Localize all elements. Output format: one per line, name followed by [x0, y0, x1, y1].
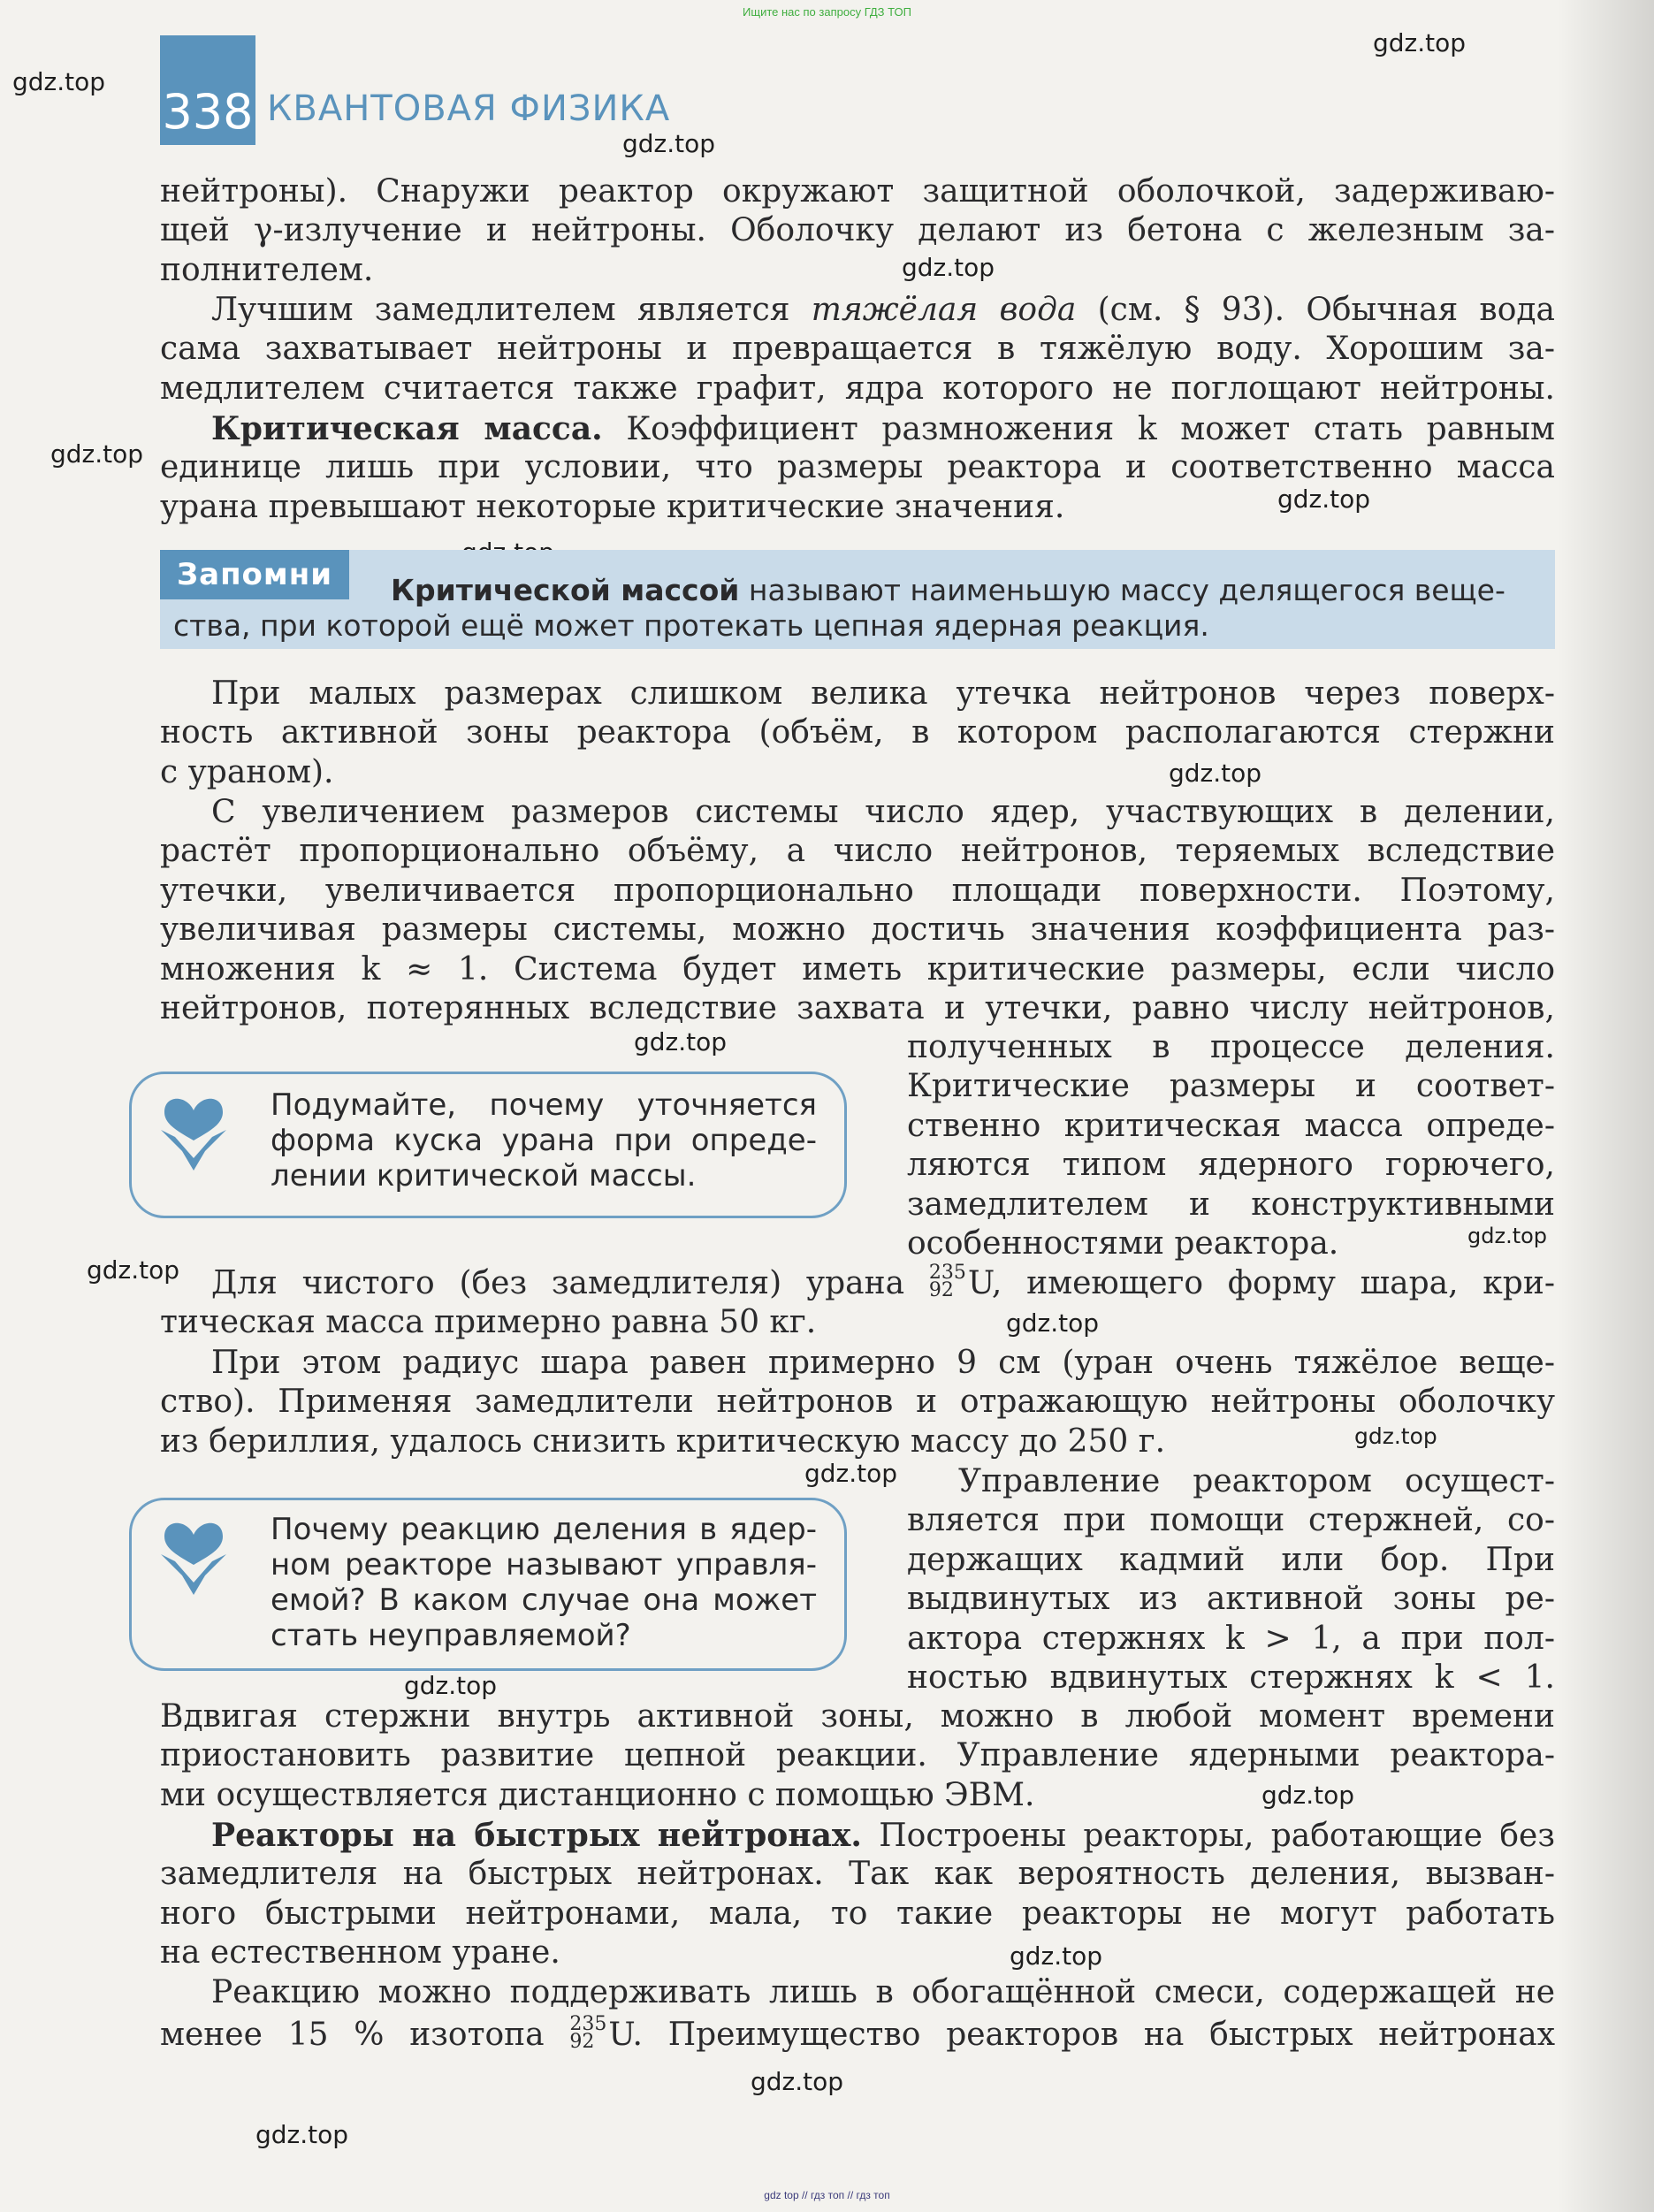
- watermark: gdz.top: [1277, 484, 1371, 514]
- term-critical-mass: Критической массой: [391, 573, 740, 607]
- running-head: КВАНТОВАЯ ФИЗИКА: [267, 88, 671, 129]
- remember-text: Критической массой называют наименьшую массу делящегося веще- ства, при которой ещё может протекать цепная ядерная реакция.: [173, 573, 1505, 643]
- watermark: gdz.top: [902, 253, 995, 282]
- paragraph-1: нейтроны). Снаружи реактор окружают защитной оболочкой, задерживаю- щей γ-излучение и нейтроны. Оболочку делают из бетона с железным за- полнителем.: [160, 173, 1555, 288]
- watermark: gdz.top: [1169, 759, 1262, 788]
- page-number: 338: [160, 35, 255, 145]
- heading-critical-mass: Критическая масса.: [211, 410, 603, 447]
- watermark: gdz.top: [1467, 1224, 1548, 1248]
- top-note: Ищите нас по запросу ГДЗ ТОП: [743, 5, 911, 19]
- think-callout-1-text: Подумайте, почему уточняется форма куска урана при опреде- лении критической массы.: [271, 1087, 817, 1194]
- heart-hands-icon: [156, 1084, 232, 1172]
- emphasis-heavy-water: тяжёлая вода: [811, 292, 1077, 328]
- paragraph-3: Критическая масса. Коэффициент размножения k может стать равным единице лишь при условии, что размеры реактора и соответственно масса урана превышают некоторые критические значения.: [160, 410, 1555, 525]
- paragraph-5-continued: полученных в процессе деления. Критические размеры и соответ- ственно критическая масса опреде- ляются типом ядерного горючего, замедлителем и конструктивными особенностями реактора.: [907, 1029, 1555, 1262]
- paragraph-8-continued: Вдвигая стержни внутрь активной зоны, можно в любой момент времени приостановить развитие цепной реакции. Управление ядерными реактора- ми осуществляется дистанционно с помощью ЭВМ.: [160, 1698, 1555, 1813]
- watermark: gdz.top: [255, 2120, 349, 2149]
- watermark: gdz.top: [634, 1027, 728, 1056]
- watermark: gdz.top: [1261, 1781, 1355, 1810]
- paragraph-9: Реакторы на быстрых нейтронах. Построены реакторы, работающие без замедлителя на быстрых нейтронах. Так как вероятность деления, вызван- ного быстрыми нейтронами, мала, то такие реакторы не могут работать на естественном уране.: [160, 1817, 1556, 1972]
- watermark: gdz.top: [87, 1255, 180, 1285]
- paragraph-5: С увеличением размеров системы число ядер, участвующих в делении, растёт пропорционально объёму, а число нейтронов, теряемых вследствие утечки, увеличивается пропорционально площади поверхности. Поэтому, увеличивая размеры системы, можно достичь значения коэффициента раз- множения k ≈ 1. Система будет иметь критические размеры, если число нейтронов, потерянных вследствие захвата и утечки, равно числу нейтронов,: [160, 794, 1555, 1026]
- heading-fast-reactors: Реакторы на быстрых нейтронах.: [211, 1817, 862, 1854]
- paragraph-4: При малых размерах слишком велика утечка нейтронов через поверх- ность активной зоны реактора (объём, в котором располагаются стержни с ураном).: [160, 675, 1555, 790]
- watermark: gdz.top: [12, 67, 106, 96]
- watermark: gdz.top: [1010, 1941, 1103, 1971]
- isotope-notation: 235 92: [928, 1262, 966, 1301]
- watermark: gdz.top: [404, 1671, 498, 1700]
- think-callout-2-text: Почему реакцию деления в ядер- ном реакторе называют управля- емой? В каком случае она может стать неуправляемой?: [271, 1512, 817, 1653]
- isotope-notation: 235 92: [569, 2013, 607, 2054]
- watermark: gdz.top: [50, 439, 144, 469]
- bottom-note: gdz top // гдз топ // гдз топ: [764, 2189, 890, 2201]
- watermark: gdz.top: [622, 129, 716, 158]
- paragraph-10: Реакцию можно поддерживать лишь в обогащённой смеси, содержащей не менее 15 % изотопа 235 92 U. Преимущество реакторов на быстрых нейтронах: [160, 1974, 1555, 2054]
- heart-hands-icon: [156, 1508, 232, 1597]
- watermark: gdz.top: [1354, 1423, 1437, 1449]
- watermark: gdz.top: [1373, 28, 1467, 57]
- watermark: gdz.top: [1006, 1308, 1100, 1338]
- paragraph-8: Управление реактором осущест- вляется при помощи стержней, со- держащих кадмий или бор. При выдвинутых из активной зоны ре- актора стержнях k > 1, а при пол- ностью вдвинутых стержнях k < 1.: [907, 1463, 1555, 1696]
- page-edge-shadow: [1557, 0, 1654, 2212]
- watermark: gdz.top: [804, 1459, 898, 1488]
- paragraph-6: Для чистого (без замедлителя) урана 235 92 U, имеющего форму шара, кри- тическая масса примерно равна 50 кг.: [160, 1262, 1555, 1341]
- paragraph-2: Лучшим замедлителем является тяжёлая вода (см. § 93). Обычная вода сама захватывает нейтроны и превращается в тяжёлую воду. Хорошим за- медлителем считается также графит, ядра которого не поглощают нейтроны.: [160, 292, 1555, 407]
- watermark: gdz.top: [751, 2067, 844, 2096]
- paragraph-7: При этом радиус шара равен примерно 9 см (уран очень тяжёлое веще- ство). Применяя замедлители нейтронов и отражающую нейтроны оболочку из бериллия, удалось снизить критическую массу до 250 г.: [160, 1345, 1555, 1460]
- remember-label: Запомни: [160, 550, 349, 599]
